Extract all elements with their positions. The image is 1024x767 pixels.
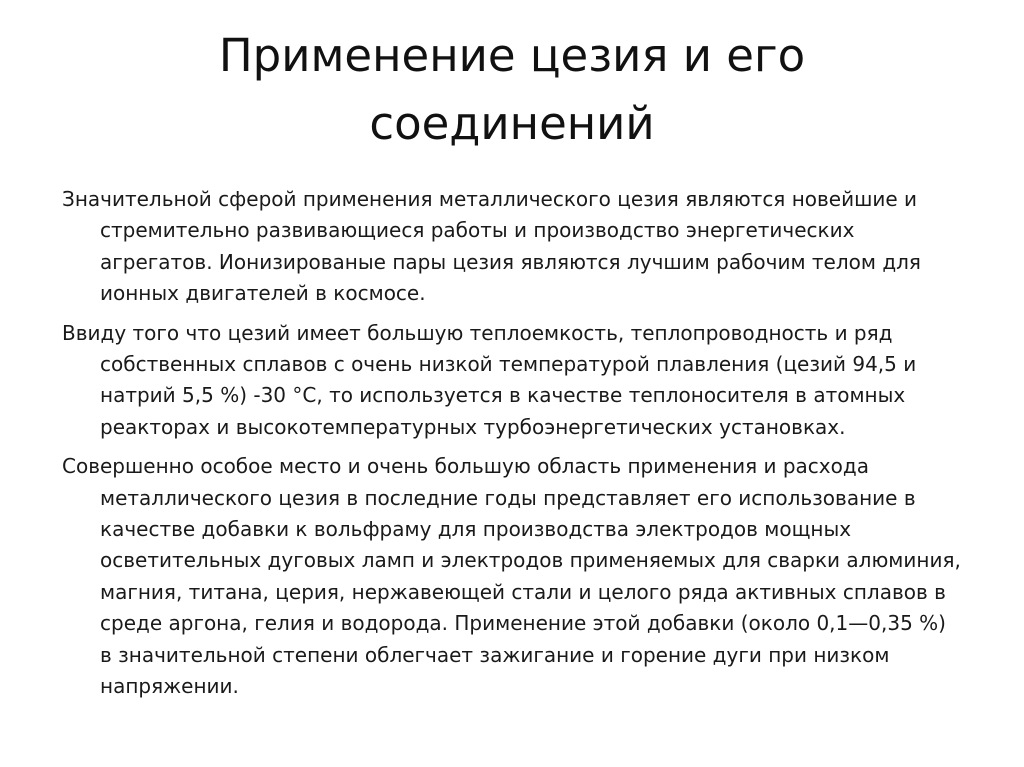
slide-title-line-2: соединений xyxy=(369,97,655,150)
paragraph-energy-applications: Значительной сферой применения металлического цезия являются новейшие и стремительно развивающиеся работы и производство энергетических агрегатов. Ионизированые пары цезия являются лучшим рабочим телом для ионных двигателей в космосе. xyxy=(62,187,921,306)
slide-body xyxy=(62,184,962,711)
paragraph-coolant-applications: Ввиду того что цезий имеет большую теплоемкость, теплопроводность и ряд собственных сплавов с очень низкой температурой плавления (цезий 94,5 и натрий 5,5 %) -30 °С, то используется в качестве теплоносителя в атомных реакторах и высокотемпературных турбоэнергетических установках. xyxy=(62,320,917,439)
slide-title xyxy=(60,22,964,158)
paragraph-tungsten-additive: Совершенно особое место и очень большую область применения и расхода металлического цезия в последние годы представляет его использование в качестве добавки к вольфраму для производства электродов мощных осветительных дуговых ламп и электродов применяемых для сварки алюминия, магния, титана, церия, нержавеющей стали и целого ряда активных сплавов в среде аргона, гелия и водорода. Применение этой добавки (около 0,1—0,35 %) в значительной степени облегчает зажигание и горение дуги при низком напряжении. xyxy=(62,454,961,699)
slide-title-line-1: Применение цезия и его xyxy=(218,29,806,82)
